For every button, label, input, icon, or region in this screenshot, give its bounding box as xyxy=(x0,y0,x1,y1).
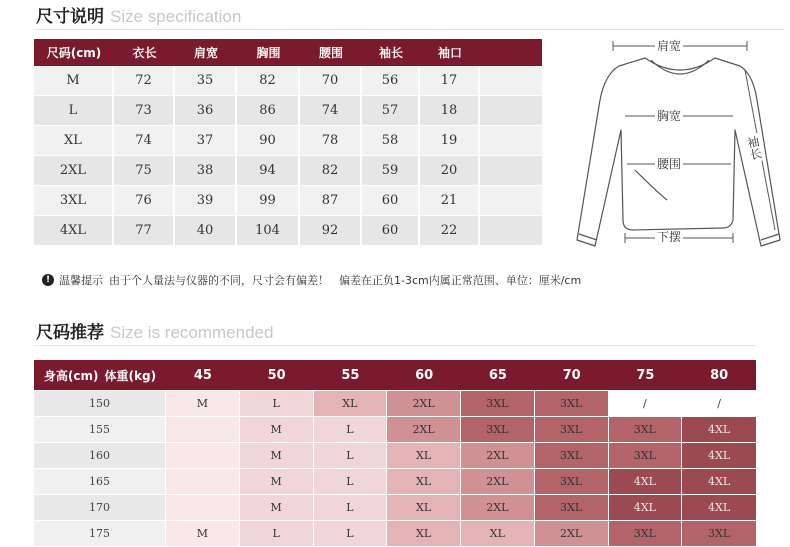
table-row xyxy=(34,66,542,96)
spec-value-cell: 40 xyxy=(175,216,237,245)
recommended-size-cell xyxy=(166,417,240,442)
spec-value-cell: 37 xyxy=(175,126,237,155)
spec-value-cell xyxy=(480,96,542,125)
table-row xyxy=(34,186,542,216)
spec-value-cell xyxy=(480,186,542,215)
waist-label: 腰围 xyxy=(657,157,682,171)
recommended-size-cell: 2XL xyxy=(535,521,609,546)
recommended-size-cell: 4XL xyxy=(682,443,756,468)
spec-value-cell: 90 xyxy=(237,126,300,155)
recommended-size-cell: 2XL xyxy=(387,417,461,442)
weight-header-cell: 75 xyxy=(636,367,655,383)
table-row xyxy=(34,126,542,156)
notice-label: 温馨提示 xyxy=(59,274,103,287)
chest-width-label: 胸宽 xyxy=(657,109,682,123)
spec-value-cell: 38 xyxy=(175,156,237,185)
spec-value-cell: 20 xyxy=(420,156,480,185)
rec-header-row xyxy=(34,360,756,390)
recommended-size-cell: 2XL xyxy=(461,443,535,468)
spec-header-row xyxy=(34,39,542,66)
spec-value-cell: 75 xyxy=(114,156,175,185)
recommended-size-cell: L xyxy=(314,495,388,520)
weight-header-cell: 55 xyxy=(341,367,360,383)
recommended-size-cell: 3XL xyxy=(682,521,756,546)
shoulder-width-label: 肩宽 xyxy=(657,39,682,53)
weight-header-cell: 45 xyxy=(193,367,212,383)
spec-value-cell: 77 xyxy=(114,216,175,245)
spec-value-cell: 59 xyxy=(362,156,420,185)
spec-size-cell: M xyxy=(34,66,114,95)
table-row xyxy=(34,156,542,186)
recommended-size-cell: L xyxy=(240,521,314,546)
recommended-size-cell: 3XL xyxy=(461,417,535,442)
recommended-size-cell: M xyxy=(166,391,240,416)
weight-header-cell: 65 xyxy=(488,367,507,383)
size-spec-title-en: Size specification xyxy=(110,7,242,26)
recommended-size-cell: XL xyxy=(387,443,461,468)
recommended-size-cell: 4XL xyxy=(682,495,756,520)
spec-header-cell: 尺码(cm) xyxy=(46,46,102,60)
spec-value-cell: 19 xyxy=(420,126,480,155)
spec-value-cell xyxy=(480,156,542,185)
height-cell: 155 xyxy=(34,417,166,442)
spec-value-cell: 99 xyxy=(237,186,300,215)
spec-value-cell: 87 xyxy=(300,186,362,215)
recommended-size-cell: M xyxy=(166,521,240,546)
spec-value-cell: 73 xyxy=(114,96,175,125)
spec-header-cell: 袖长 xyxy=(378,46,403,60)
recommended-size-cell: 4XL xyxy=(682,417,756,442)
recommended-size-cell: M xyxy=(240,443,314,468)
recommended-size-cell: L xyxy=(240,391,314,416)
recommended-size-cell: 3XL xyxy=(535,469,609,494)
spec-header-cell: 肩宽 xyxy=(193,46,218,60)
spec-header-cell: 袖口 xyxy=(437,46,462,60)
recommended-size-cell: XL xyxy=(387,469,461,494)
recommended-size-cell: 3XL xyxy=(535,495,609,520)
weight-header-cell: 50 xyxy=(267,367,286,383)
spec-value-cell: 72 xyxy=(114,66,175,95)
table-row xyxy=(34,521,756,546)
recommended-size-cell: M xyxy=(240,469,314,494)
recommended-size-cell xyxy=(166,495,240,520)
spec-value-cell: 36 xyxy=(175,96,237,125)
spec-value-cell: 82 xyxy=(300,156,362,185)
spec-header-cell: 衣长 xyxy=(132,46,157,60)
spec-value-cell: 35 xyxy=(175,66,237,95)
spec-size-cell: 4XL xyxy=(34,216,114,245)
rec-table-body xyxy=(34,391,756,546)
recommended-size-cell: / xyxy=(609,391,683,416)
table-row xyxy=(34,417,756,442)
height-cell: 150 xyxy=(34,391,166,416)
recommended-size-cell: / xyxy=(682,391,756,416)
recommended-size-cell: 3XL xyxy=(609,417,683,442)
section-divider xyxy=(34,345,756,346)
spec-value-cell: 104 xyxy=(237,216,300,245)
sleeve-length-label: 袖长 xyxy=(744,134,764,162)
weight-header-cell: 80 xyxy=(710,367,729,383)
size-recommend-title-en: Size is recommended xyxy=(110,323,274,342)
spec-size-cell: 2XL xyxy=(34,156,114,185)
recommended-size-cell: 3XL xyxy=(535,443,609,468)
recommended-size-cell: 3XL xyxy=(461,391,535,416)
spec-value-cell xyxy=(480,126,542,155)
spec-size-cell: 3XL xyxy=(34,186,114,215)
exclamation-circle-icon: ! xyxy=(42,274,54,286)
recommended-size-cell: XL xyxy=(387,521,461,546)
spec-value-cell xyxy=(480,216,542,245)
table-row xyxy=(34,495,756,520)
hem-label: 下摆 xyxy=(657,230,682,244)
recommended-size-cell: L xyxy=(314,521,388,546)
spec-value-cell: 86 xyxy=(237,96,300,125)
spec-value-cell: 21 xyxy=(420,186,480,215)
spec-value-cell: 57 xyxy=(362,96,420,125)
table-row xyxy=(34,469,756,494)
spec-value-cell: 92 xyxy=(300,216,362,245)
rec-corner-cell xyxy=(34,360,166,390)
spec-value-cell: 39 xyxy=(175,186,237,215)
spec-size-cell: L xyxy=(34,96,114,125)
spec-size-cell: XL xyxy=(34,126,114,155)
recommended-size-cell: 2XL xyxy=(461,469,535,494)
recommended-size-cell: 3XL xyxy=(535,417,609,442)
recommended-size-cell: L xyxy=(314,443,388,468)
height-cell: 165 xyxy=(34,469,166,494)
size-spec-title xyxy=(36,2,241,27)
recommended-size-cell: 4XL xyxy=(682,469,756,494)
height-axis-label: 身高(cm) xyxy=(43,368,99,383)
size-spec-title-zh: 尺寸说明 xyxy=(36,7,104,27)
table-row xyxy=(34,443,756,468)
size-recommend-table xyxy=(34,360,756,546)
spec-value-cell: 76 xyxy=(114,186,175,215)
spec-value-cell: 58 xyxy=(362,126,420,155)
spec-header-cell xyxy=(480,39,542,66)
recommended-size-cell: 3XL xyxy=(535,391,609,416)
spec-value-cell: 22 xyxy=(420,216,480,245)
recommended-size-cell: XL xyxy=(314,391,388,416)
recommended-size-cell: XL xyxy=(387,495,461,520)
spec-value-cell: 60 xyxy=(362,186,420,215)
spec-value-cell: 56 xyxy=(362,66,420,95)
spec-value-cell: 60 xyxy=(362,216,420,245)
table-row xyxy=(34,216,542,246)
spec-header-cell: 腰围 xyxy=(318,46,343,60)
spec-value-cell: 74 xyxy=(114,126,175,155)
notice-range-text: 偏差在正负1-3cm内属正常范围、单位：厘米/cm xyxy=(339,274,582,287)
recommended-size-cell xyxy=(166,469,240,494)
recommended-size-cell: 3XL xyxy=(609,443,683,468)
weight-header-cell: 70 xyxy=(562,367,581,383)
recommended-size-cell: L xyxy=(314,469,388,494)
recommended-size-cell xyxy=(166,443,240,468)
spec-table-body xyxy=(34,66,542,246)
recommended-size-cell: 2XL xyxy=(461,495,535,520)
recommended-size-cell: 4XL xyxy=(609,469,683,494)
spec-value-cell: 82 xyxy=(237,66,300,95)
size-spec-table xyxy=(34,39,542,246)
weight-axis-label: 体重(kg) xyxy=(104,368,157,383)
recommended-size-cell: M xyxy=(240,417,314,442)
size-recommend-title-zh: 尺码推荐 xyxy=(36,323,104,343)
recommended-size-cell: XL xyxy=(461,521,535,546)
spec-value-cell: 17 xyxy=(420,66,480,95)
recommended-size-cell: 2XL xyxy=(387,391,461,416)
recommended-size-cell: M xyxy=(240,495,314,520)
garment-measurement-diagram xyxy=(575,30,785,256)
spec-value-cell: 78 xyxy=(300,126,362,155)
spec-value-cell xyxy=(480,66,542,95)
measurement-notice xyxy=(42,272,581,288)
height-cell: 160 xyxy=(34,443,166,468)
spec-value-cell: 70 xyxy=(300,66,362,95)
weight-header-cell: 60 xyxy=(415,367,434,383)
spec-header-cell: 胸围 xyxy=(256,46,281,60)
spec-value-cell: 74 xyxy=(300,96,362,125)
recommended-size-cell: 4XL xyxy=(609,495,683,520)
notice-text: 由于个人量法与仪器的不同，尺寸会有偏差！ xyxy=(109,274,329,287)
table-row xyxy=(34,96,542,126)
height-cell: 170 xyxy=(34,495,166,520)
spec-value-cell: 18 xyxy=(420,96,480,125)
recommended-size-cell: 3XL xyxy=(609,521,683,546)
spec-value-cell: 94 xyxy=(237,156,300,185)
table-row xyxy=(34,391,756,416)
size-recommend-title xyxy=(36,318,273,343)
recommended-size-cell: L xyxy=(314,417,388,442)
height-cell: 175 xyxy=(34,521,166,546)
